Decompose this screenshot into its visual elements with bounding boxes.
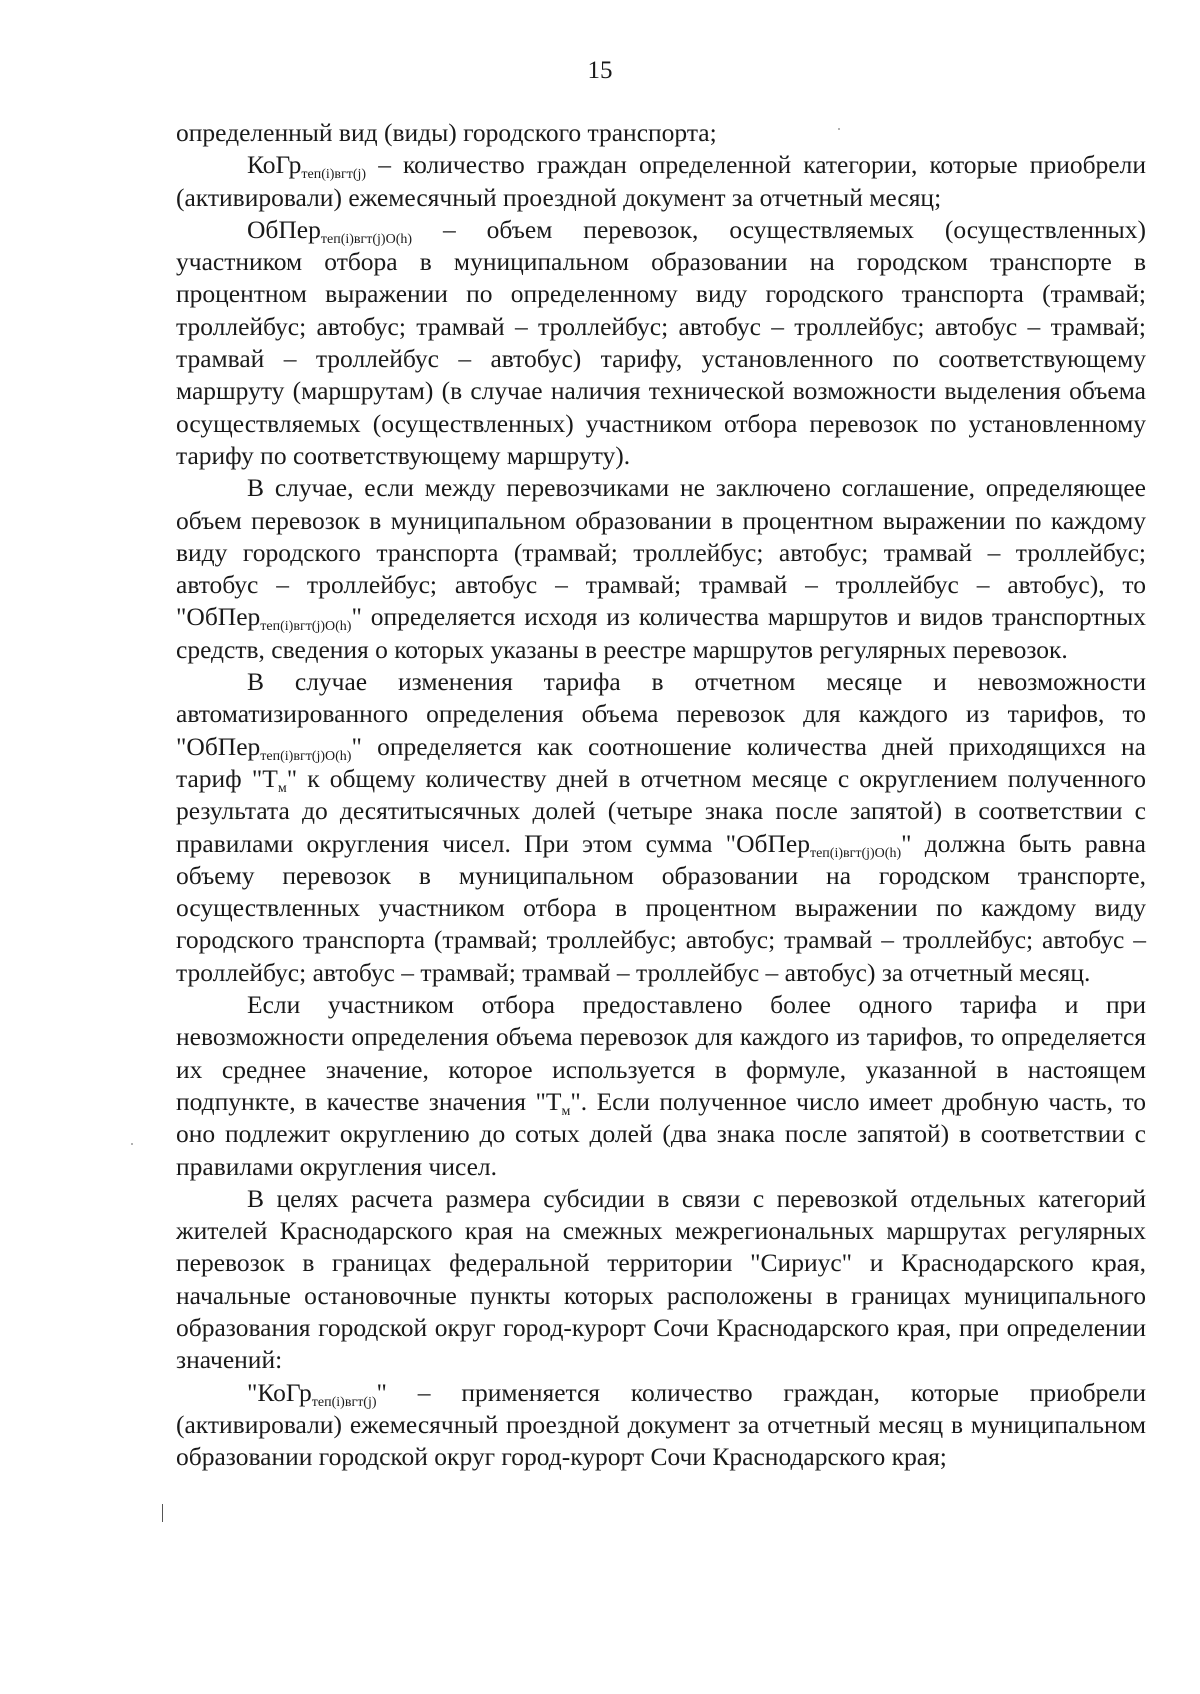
subscript-index: теп(i)вгт(j)O(h) [320,231,413,247]
paragraph-text: " должна быть равна объему перевозок в муниципальном образовании на городском транспорте, осуществленных участником отбора в процентном выражении по каждому виду городского транспорта (трамвай; троллейбус; автобус; трамвай – троллейбус; автобус – троллейбус; автобус – трамвай; трамвай – троллейбус – автобус) за отчетный месяц. [176,828,1146,987]
paragraph-text: – количество граждан определенной категории, которые приобрели (активировали) ежемесячный проездной документ за отчетный месяц; [176,150,1146,212]
scan-speck [838,128,840,130]
paragraph-text: В случае изменения тарифа в отчетном месяце и невозможности автоматизированного определения объема перевозок для каждого из тарифов, то "ОбПер [176,667,1146,761]
page-number: 15 [587,57,613,84]
subscript-index: теп(i)вгт(j) [301,167,367,183]
paragraph-text: " – применяется количество граждан, которые приобрели (активировали) ежемесячный проездной документ за отчетный месяц в муниципальном образовании городской округ город-курорт Сочи Краснодарского края; [176,1377,1146,1472]
paragraph-text: " определяется как соотношение количества дней приходящихся на тариф "Т [176,731,1146,793]
paragraph-text: определенный вид (виды) городского транспорта; [176,118,717,147]
paragraph [176,149,1146,214]
subscript-index: теп(i)вгт(j)O(h) [260,748,352,764]
subscript-index: теп(i)вгт(j)O(h) [260,619,352,635]
paragraph [176,214,1146,472]
paragraph-text: "КоГр [247,1377,312,1407]
margin-mark [162,1504,163,1522]
subscript-index: теп(i)вгт(j) [311,1394,377,1410]
paragraph [176,1377,1146,1474]
paragraph [176,472,1146,666]
paragraph-text: ". Если полученное число имеет дробную часть, то оно подлежит округлению до сотых долей (два знака после запятой) в соответствии с правилами округления чисел. [176,1086,1146,1181]
paragraph-text: " определяется исходя из количества маршрутов и видов транспортных средств, сведения о которых указаны в реестре маршрутов регулярных перевозок. [176,602,1146,664]
subscript-index: м [561,1103,571,1119]
paragraph-text: В целях расчета размера субсидии в связи с перевозкой отдельных категорий жителей Краснодарского края на смежных межрегиональных маршрутах регулярных перевозок в границах федеральной территории "Сириус" и Краснодарского края, начальные остановочные пункты которых расположены в границах муниципального образования городской округ город-курорт Сочи Краснодарского края, при определении значений: [176,1183,1146,1375]
subscript-index: теп(i)вгт(j)O(h) [809,845,902,861]
paragraph-text: – объем перевозок, осуществляемых (осуществленных) участником отбора в муниципальном образовании на городском транспорте в процентном выражении по определенному виду городского транспорта (трамвай; троллейбус; автобус; трамвай – троллейбус; автобус – троллейбус; автобус – трамвай; трамвай – троллейбус – автобус) тарифу, установленного по соответствующему маршруту (маршрутам) (в случае наличия технической возможности выделения объема осуществляемых (осуществленных) участником отбора перевозок по установленному тарифу по соответствующему маршруту). [176,214,1146,470]
paragraph-text: ОбПер [247,214,321,244]
subscript-index: м [277,780,287,796]
paragraph-text: КоГр [247,150,302,180]
scan-speck [131,1143,133,1145]
paragraph [176,666,1146,989]
paragraph-text: " к общему количеству дней в отчетном месяце с округлением полученного результата до десятитысячных долей (четыре знака после запятой) в соответствии с правилами округления чисел. При этом сумма "ОбПер [176,763,1146,858]
paragraph-text: В случае, если между перевозчиками не заключено соглашение, определяющее объем перевозок в муниципальном образовании в процентном выражении по каждому виду городского транспорта (трамвай; троллейбус; автобус; трамвай – троллейбус; автобус – троллейбус; автобус – трамвай; трамвай – троллейбус – автобус), то "ОбПер [176,473,1146,632]
paragraph-text: Если участником отбора предоставлено более одного тарифа и при невозможности определения объема перевозок для каждого из тарифов, то определяется их среднее значение, которое используется в формуле, указанной в настоящем подпункте, в качестве значения "Т [176,990,1146,1116]
paragraph [176,1183,1146,1377]
document-body [176,117,1146,1473]
paragraph [176,989,1146,1183]
paragraph [176,117,1146,149]
